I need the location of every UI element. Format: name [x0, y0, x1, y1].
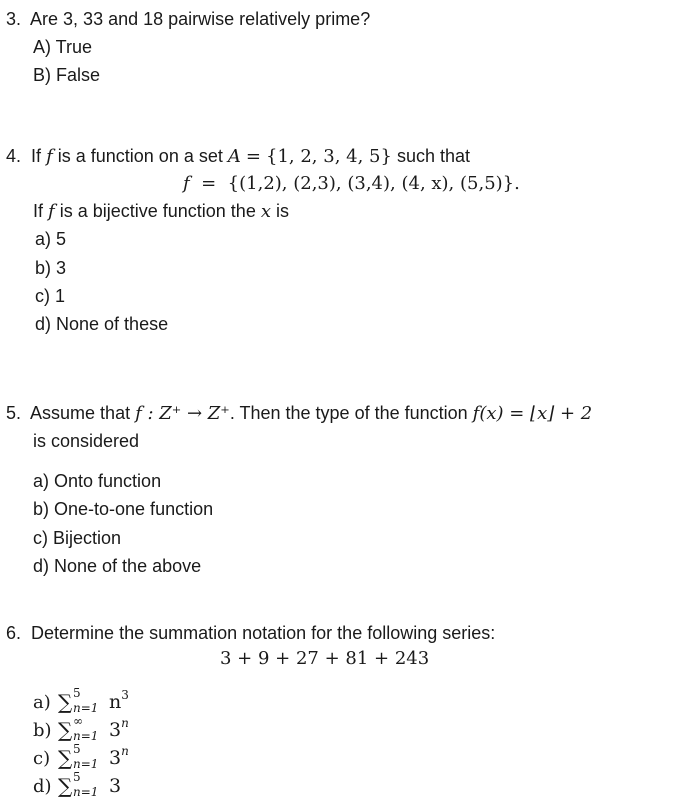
q3-option-a[interactable]: A) True: [33, 37, 93, 57]
q6-series: 3 + 9 + 27 + 81 + 243: [220, 648, 430, 669]
sum-lower-bound: n=1: [73, 785, 99, 799]
q4-text: If: [31, 146, 42, 166]
sum-lower-bound: n=1: [73, 757, 99, 771]
question-4-stem: [6, 145, 470, 168]
q4-mapping-set: {(1,2), (2,3), (3,4), (4, x), (5,5)}.: [227, 173, 520, 194]
q5-option-d[interactable]: d) None of the above: [33, 556, 202, 576]
q3-option-b[interactable]: B) False: [33, 65, 101, 85]
q4-mapping-f: f: [183, 173, 190, 194]
question-3-number: 3.: [6, 9, 22, 29]
q5-option-c[interactable]: c) Bijection: [33, 528, 122, 548]
question-6-number: 6.: [6, 623, 22, 643]
q4-text: is a function on a set: [57, 146, 223, 166]
sigma-symbol: ∑: [58, 774, 73, 798]
question-3-stem: [6, 8, 370, 30]
q4-line2-x: x: [260, 201, 272, 222]
sum-upper-bound: 5: [73, 686, 81, 700]
q4-mapping: [183, 173, 520, 195]
q6-text: Determine the summation notation for the following series:: [31, 623, 496, 643]
q4-option-d[interactable]: d) None of these: [35, 314, 169, 334]
question-3-text: Are 3, 33 and 18 pairwise relatively prime?: [30, 9, 371, 29]
q4-line2-text: If: [33, 201, 44, 221]
q4-text: such that: [396, 146, 471, 166]
q4-equals: =: [245, 146, 261, 167]
question-4-number: 4.: [6, 146, 22, 166]
option-label: d): [33, 776, 52, 797]
q4-f-symbol: f: [46, 146, 53, 167]
q5-function-signature: f : Z⁺ → Z⁺: [135, 403, 230, 424]
sum-upper-bound: 5: [73, 770, 81, 784]
sum-upper-bound: ∞: [73, 714, 83, 728]
q5-text: Assume that: [30, 403, 131, 423]
q4-option-c[interactable]: c) 1: [35, 286, 66, 306]
q5-line2: is considered: [33, 431, 140, 451]
sum-term-base: 3: [109, 775, 122, 797]
q4-option-b[interactable]: b) 3: [35, 258, 67, 278]
sum-term-exponent: n: [121, 744, 129, 758]
q5-option-a[interactable]: a) Onto function: [33, 471, 162, 491]
q4-line2-f: f: [48, 201, 55, 222]
option-label: b): [33, 720, 52, 741]
sigma-symbol: ∑: [58, 746, 73, 770]
sum-term-exponent: n: [121, 716, 129, 730]
q4-set-symbol: A: [227, 146, 241, 167]
sigma-symbol: ∑: [58, 690, 73, 714]
sum-upper-bound: 5: [73, 742, 81, 756]
q4-line2-text: is: [276, 201, 290, 221]
sum-term-base: n: [109, 691, 122, 713]
question-5-number: 5.: [6, 403, 22, 423]
question-6-stem: [6, 622, 495, 644]
sum-lower-bound: n=1: [73, 701, 99, 715]
sum-lower-bound: n=1: [73, 729, 99, 743]
sum-term-base: 3: [109, 719, 122, 741]
q4-set-value: {1, 2, 3, 4, 5}: [266, 146, 392, 167]
q4-mapping-equals: =: [201, 173, 217, 194]
q4-line2: [33, 200, 289, 223]
sigma-symbol: ∑: [58, 718, 73, 742]
q5-option-b[interactable]: b) One-to-one function: [33, 499, 214, 519]
q4-line2-text: is a bijective function the: [59, 201, 256, 221]
sum-term-base: 3: [109, 747, 122, 769]
q4-option-a[interactable]: a) 5: [35, 229, 67, 249]
option-label: a): [33, 692, 51, 713]
q5-function-definition: f(x) = ⌊x⌋ + 2: [472, 403, 593, 424]
question-5-stem: [6, 402, 592, 425]
option-label: c): [33, 748, 51, 769]
q5-text: . Then the type of the function: [229, 403, 468, 423]
sum-term-exponent: 3: [121, 688, 129, 702]
